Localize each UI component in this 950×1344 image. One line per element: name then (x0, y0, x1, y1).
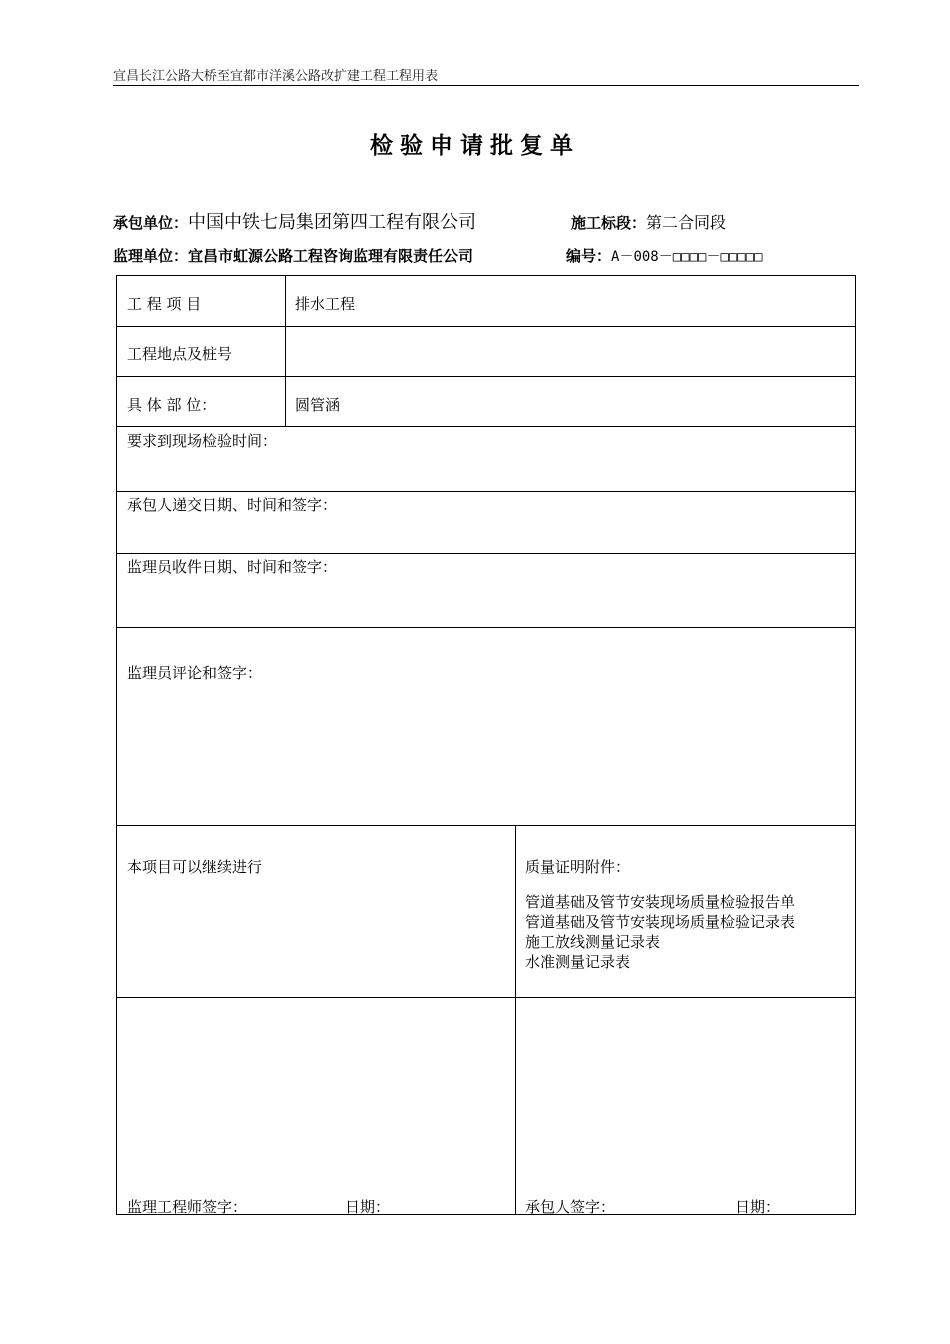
supervisor-row (113, 245, 473, 266)
attachment-item: 水准测量记录表 (525, 953, 631, 971)
row-divider (117, 376, 855, 377)
form-title: 检验申请批复单 (370, 133, 580, 159)
inspection-form-table (116, 275, 856, 1215)
column-divider (515, 825, 516, 1215)
attachment-item: 管道基础及管节安装现场质量检验报告单 (525, 893, 796, 911)
part-label: 具 体 部 位： (127, 396, 217, 414)
section-value: 第二合同段 (646, 213, 727, 232)
row-divider (117, 825, 855, 826)
continue-note: 本项目可以继续进行 (127, 858, 263, 876)
row-divider (117, 326, 855, 327)
supervisor-label: 监理单位： (113, 247, 189, 265)
contractor-label: 承包单位： (113, 214, 189, 232)
supervisor-receive-label: 监理员收件日期、时间和签字： (127, 558, 338, 576)
project-value: 排水工程 (295, 295, 356, 313)
supervisor-comment-label: 监理员评论和签字： (127, 664, 263, 682)
row-divider (117, 491, 855, 492)
attachments-label: 质量证明附件： (525, 858, 631, 876)
part-value: 圆管涵 (295, 396, 341, 414)
attachments-list (525, 892, 795, 972)
row-divider (117, 426, 855, 427)
engineer-sign-label: 监理工程师签字： (127, 1198, 248, 1216)
project-label: 工 程 项 目 (127, 295, 202, 313)
contractor-value: 中国中铁七局集团第四工程有限公司 (188, 212, 477, 233)
number-row (566, 245, 763, 266)
supervisor-value: 宜昌市虹源公路工程咨询监理有限责任公司 (188, 247, 474, 265)
contractor-row (113, 208, 476, 234)
project-header: 宜昌长江公路大桥至宜都市洋溪公路改扩建工程工程用表 (113, 69, 439, 84)
inspection-time-label: 要求到现场检验时间： (127, 432, 278, 450)
attachment-item: 管道基础及管节安装现场质量检验记录表 (525, 913, 796, 931)
engineer-date-label: 日期： (345, 1198, 391, 1216)
row-divider (117, 627, 855, 628)
section-label: 施工标段： (571, 214, 647, 232)
number-label: 编号： (566, 247, 612, 265)
header-rule (113, 85, 859, 86)
row-divider (117, 553, 855, 554)
section-row (571, 210, 726, 233)
number-value: A－008－□□□□－□□□□□ (611, 249, 763, 265)
contractor-sign-label: 承包人签字： (525, 1198, 616, 1216)
contractor-date-label: 日期： (735, 1198, 781, 1216)
location-label: 工程地点及桩号 (127, 345, 233, 363)
attachment-item: 施工放线测量记录表 (525, 933, 661, 951)
contractor-submit-label: 承包人递交日期、时间和签字： (127, 496, 338, 514)
column-divider (285, 276, 286, 426)
row-divider (117, 997, 855, 998)
